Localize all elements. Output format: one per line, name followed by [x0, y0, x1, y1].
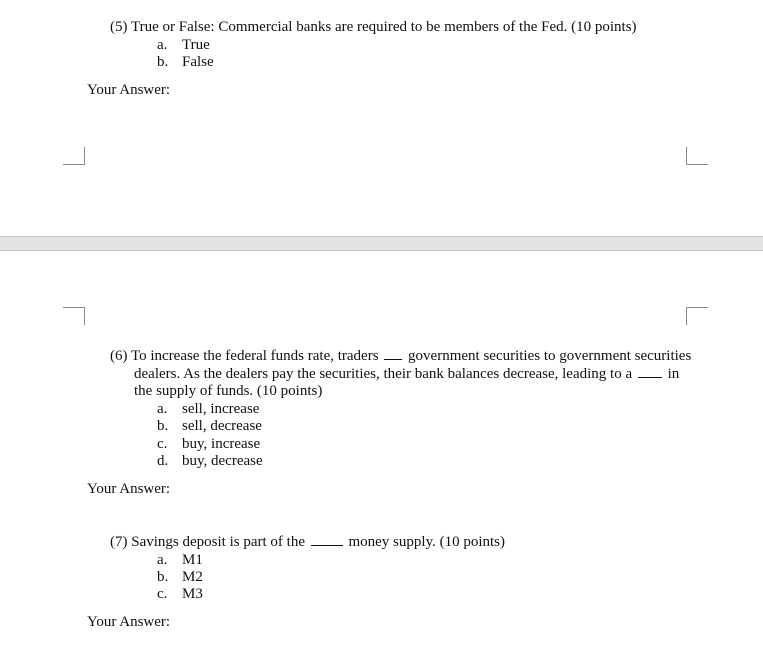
option-7c-text: M3: [182, 586, 203, 602]
blank-line: [311, 544, 343, 546]
question-6-part2: government securities to government securities dealers. As the dealers pay the securities, their bank balances decrease, leading to a: [134, 348, 692, 382]
option-7a-text: M1: [182, 552, 203, 568]
option-5a-text: True: [182, 37, 210, 53]
blank-line: [384, 358, 402, 360]
question-7-text: [110, 534, 505, 551]
question-5-text: (5) True or False: Commercial banks are required to be members of the Fed. (10 points): [110, 19, 637, 35]
option-5a-letter: a.: [157, 37, 168, 53]
option-6a-letter: a.: [157, 401, 168, 417]
margin-corner-mark: [63, 307, 85, 325]
option-6b-letter: b.: [157, 418, 169, 434]
option-6d-letter: d.: [157, 453, 169, 469]
question-7-part2: money supply. (10 points): [348, 534, 506, 550]
option-6c-letter: c.: [157, 436, 168, 452]
option-7c-letter: c.: [157, 586, 168, 602]
question-7-part1: (7) Savings deposit is part of the: [110, 534, 305, 550]
question-6-part1: (6) To increase the federal funds rate, traders: [110, 348, 379, 364]
question-6-part3: in the supply of funds. (10 points): [134, 365, 680, 399]
document-page-bottom: [0, 251, 763, 652]
option-6a-text: sell, increase: [182, 401, 260, 417]
option-7b-text: M2: [182, 569, 203, 585]
answer-label-6: Your Answer:: [87, 481, 171, 497]
answer-label-5: Your Answer:: [87, 82, 171, 98]
option-7a-letter: a.: [157, 552, 168, 568]
document-page-top: [0, 0, 763, 236]
option-6d-text: buy, decrease: [182, 453, 263, 469]
margin-corner-mark: [686, 307, 708, 325]
margin-corner-mark: [63, 147, 85, 165]
margin-corner-mark: [686, 147, 708, 165]
option-5b-text: False: [182, 54, 214, 70]
blank-line: [638, 376, 662, 378]
question-6-text: [110, 348, 694, 401]
answer-label-7: Your Answer:: [87, 614, 171, 630]
page-break-gap: [0, 236, 763, 251]
option-5b-letter: b.: [157, 54, 169, 70]
option-7b-letter: b.: [157, 569, 169, 585]
option-6c-text: buy, increase: [182, 436, 261, 452]
option-6b-text: sell, decrease: [182, 418, 262, 434]
